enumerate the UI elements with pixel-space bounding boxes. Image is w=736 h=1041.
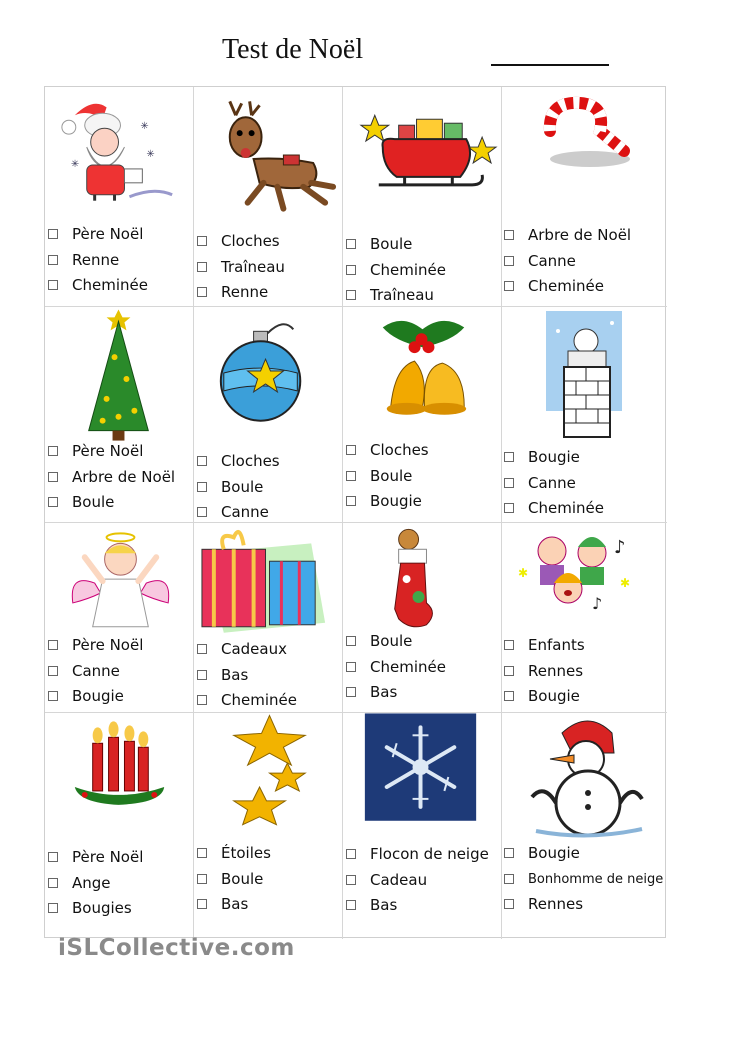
option-checkbox[interactable] bbox=[48, 691, 58, 701]
option-label: Bas bbox=[370, 683, 398, 701]
option-label: Père Noël bbox=[72, 636, 144, 654]
option-label: Boule bbox=[221, 477, 264, 496]
option-label: Cadeaux bbox=[221, 640, 287, 658]
option-row bbox=[195, 257, 345, 280]
option-label: Flocon de neige bbox=[370, 845, 489, 863]
option-label: Étoiles bbox=[221, 844, 271, 862]
option-row bbox=[46, 638, 196, 658]
option-label: Enfants bbox=[528, 636, 585, 654]
option-checkbox[interactable] bbox=[346, 900, 356, 910]
option-label: Renne bbox=[72, 250, 120, 269]
snowflake-icon bbox=[343, 713, 501, 853]
option-label: Bougie bbox=[528, 448, 580, 466]
option-label: Bonhomme de neige bbox=[528, 871, 664, 887]
option-checkbox[interactable] bbox=[346, 849, 356, 859]
option-row bbox=[344, 443, 494, 463]
option-row bbox=[46, 227, 196, 247]
option-label: Bas bbox=[221, 665, 249, 684]
option-row bbox=[344, 494, 494, 514]
option-checkbox[interactable] bbox=[504, 848, 514, 858]
option-label: Boule bbox=[370, 235, 413, 253]
option-checkbox[interactable] bbox=[197, 262, 207, 272]
option-checkbox[interactable] bbox=[197, 899, 207, 909]
option-label: Boule bbox=[370, 632, 413, 650]
option-row bbox=[344, 657, 494, 680]
reindeer-icon bbox=[194, 87, 342, 227]
stars-icon bbox=[194, 713, 342, 853]
option-checkbox[interactable] bbox=[197, 670, 207, 680]
option-label: Père Noël bbox=[72, 848, 144, 866]
option-label: Boule bbox=[72, 493, 115, 511]
option-row bbox=[46, 495, 196, 515]
option-row bbox=[195, 454, 345, 474]
option-row bbox=[502, 279, 652, 299]
christmas-tree-icon bbox=[45, 307, 193, 447]
option-checkbox[interactable] bbox=[504, 503, 514, 513]
option-label: Bougie bbox=[528, 687, 580, 705]
option-label: Bas bbox=[370, 896, 398, 914]
quiz-cell-1 bbox=[45, 87, 194, 307]
option-checkbox[interactable] bbox=[48, 446, 58, 456]
option-row bbox=[195, 846, 345, 866]
option-label: Canne bbox=[528, 251, 576, 270]
option-label: Cheminée bbox=[221, 691, 297, 709]
option-row bbox=[502, 638, 652, 658]
option-row bbox=[46, 901, 196, 921]
option-row bbox=[195, 869, 345, 892]
option-row bbox=[195, 665, 345, 688]
name-blank-line bbox=[491, 64, 609, 66]
option-checkbox[interactable] bbox=[48, 280, 58, 290]
option-checkbox[interactable] bbox=[197, 287, 207, 297]
option-checkbox[interactable] bbox=[197, 695, 207, 705]
option-row bbox=[46, 467, 196, 490]
option-label: Arbre de Noël bbox=[72, 467, 176, 486]
option-row bbox=[344, 288, 494, 308]
option-checkbox[interactable] bbox=[48, 255, 58, 265]
chimney-icon bbox=[502, 307, 667, 447]
option-checkbox[interactable] bbox=[504, 899, 514, 909]
svg-text:✱: ✱ bbox=[620, 576, 631, 590]
option-label: Cheminée bbox=[370, 260, 446, 279]
option-checkbox[interactable] bbox=[197, 644, 207, 654]
option-label: Canne bbox=[221, 503, 269, 521]
option-label: Canne bbox=[72, 661, 120, 680]
option-checkbox[interactable] bbox=[48, 903, 58, 913]
option-label: Ange bbox=[72, 873, 111, 892]
option-row bbox=[344, 847, 494, 867]
option-row bbox=[46, 250, 196, 273]
option-checkbox[interactable] bbox=[346, 290, 356, 300]
option-row bbox=[46, 873, 196, 896]
option-row bbox=[344, 870, 494, 893]
quiz-cell-4 bbox=[502, 87, 667, 307]
option-row bbox=[195, 234, 345, 254]
option-checkbox[interactable] bbox=[197, 456, 207, 466]
option-row bbox=[195, 477, 345, 500]
svg-text:♪: ♪ bbox=[592, 594, 603, 613]
option-checkbox[interactable] bbox=[504, 230, 514, 240]
option-checkbox[interactable] bbox=[504, 256, 514, 266]
option-checkbox[interactable] bbox=[504, 281, 514, 291]
option-checkbox[interactable] bbox=[504, 874, 514, 884]
option-label: Cadeau bbox=[370, 870, 428, 889]
svg-text:✳: ✳ bbox=[70, 158, 80, 170]
option-row bbox=[502, 661, 652, 684]
option-row bbox=[344, 260, 494, 283]
svg-text:✱: ✱ bbox=[518, 566, 529, 580]
option-checkbox[interactable] bbox=[504, 640, 514, 650]
option-checkbox[interactable] bbox=[346, 687, 356, 697]
option-checkbox[interactable] bbox=[48, 878, 58, 888]
option-row bbox=[344, 237, 494, 257]
option-label: Bougie bbox=[528, 844, 580, 862]
page-title: Test de Noël bbox=[222, 34, 364, 65]
option-checkbox[interactable] bbox=[346, 445, 356, 455]
snowman-icon bbox=[502, 713, 667, 853]
option-label: Traîneau bbox=[370, 286, 434, 304]
svg-text:✳: ✳ bbox=[140, 121, 149, 133]
option-label: Cloches bbox=[221, 232, 280, 250]
option-label: Boule bbox=[370, 466, 413, 485]
option-row bbox=[46, 689, 196, 709]
option-checkbox[interactable] bbox=[48, 229, 58, 239]
ornament-ball-icon bbox=[194, 307, 342, 447]
option-checkbox[interactable] bbox=[346, 875, 356, 885]
option-row bbox=[344, 634, 494, 654]
option-label: Père Noël bbox=[72, 442, 144, 460]
option-label: Bougie bbox=[370, 492, 422, 510]
option-label: Canne bbox=[528, 473, 576, 492]
option-checkbox[interactable] bbox=[504, 691, 514, 701]
option-label: Bougie bbox=[72, 687, 124, 705]
option-checkbox[interactable] bbox=[346, 239, 356, 249]
option-row bbox=[502, 689, 652, 709]
option-row bbox=[502, 846, 652, 866]
option-checkbox[interactable] bbox=[197, 874, 207, 884]
option-checkbox[interactable] bbox=[197, 507, 207, 517]
option-label: Cheminée bbox=[72, 276, 148, 294]
option-checkbox[interactable] bbox=[346, 265, 356, 275]
option-checkbox[interactable] bbox=[48, 497, 58, 507]
sleigh-icon bbox=[343, 87, 501, 227]
option-label: Cheminée bbox=[370, 657, 446, 676]
option-row bbox=[344, 898, 494, 918]
option-row bbox=[195, 897, 345, 917]
option-row bbox=[502, 871, 664, 892]
option-checkbox[interactable] bbox=[504, 478, 514, 488]
candles-icon bbox=[45, 713, 193, 853]
quiz-cell-9 bbox=[45, 523, 194, 713]
option-row bbox=[502, 473, 652, 496]
quiz-cell-12 bbox=[502, 523, 667, 713]
option-checkbox[interactable] bbox=[346, 471, 356, 481]
option-label: Cloches bbox=[221, 452, 280, 470]
option-row bbox=[502, 501, 652, 521]
option-row bbox=[195, 285, 345, 305]
svg-text:♪: ♪ bbox=[614, 537, 626, 558]
option-checkbox[interactable] bbox=[346, 662, 356, 672]
option-checkbox[interactable] bbox=[197, 848, 207, 858]
option-row bbox=[502, 897, 652, 917]
candy-cane-icon bbox=[502, 87, 667, 227]
option-row bbox=[502, 251, 652, 274]
santa-claus-icon bbox=[45, 87, 193, 227]
option-checkbox[interactable] bbox=[346, 496, 356, 506]
option-row bbox=[195, 693, 345, 713]
svg-text:✳: ✳ bbox=[146, 149, 155, 160]
option-label: Rennes bbox=[528, 661, 584, 680]
option-row bbox=[46, 661, 196, 684]
option-label: Arbre de Noël bbox=[528, 226, 632, 244]
option-row bbox=[195, 642, 345, 662]
option-checkbox[interactable] bbox=[48, 472, 58, 482]
option-row bbox=[46, 444, 196, 464]
option-row bbox=[502, 228, 652, 248]
option-row bbox=[344, 466, 494, 489]
option-label: Bas bbox=[221, 895, 249, 913]
option-label: Cheminée bbox=[528, 499, 604, 517]
option-checkbox[interactable] bbox=[197, 236, 207, 246]
option-label: Père Noël bbox=[72, 225, 144, 243]
option-label: Traîneau bbox=[221, 257, 285, 276]
bells-icon bbox=[343, 307, 501, 447]
option-checkbox[interactable] bbox=[197, 482, 207, 492]
watermark: iSLCollective.com bbox=[58, 935, 295, 961]
option-label: Cloches bbox=[370, 441, 429, 459]
option-label: Boule bbox=[221, 869, 264, 888]
option-label: Bougies bbox=[72, 899, 132, 917]
option-checkbox[interactable] bbox=[48, 666, 58, 676]
option-checkbox[interactable] bbox=[48, 852, 58, 862]
option-row bbox=[46, 850, 196, 870]
option-label: Cheminée bbox=[528, 277, 604, 295]
option-checkbox[interactable] bbox=[48, 640, 58, 650]
option-checkbox[interactable] bbox=[346, 636, 356, 646]
option-row bbox=[502, 450, 652, 470]
quiz-cell-7 bbox=[343, 307, 502, 523]
option-checkbox[interactable] bbox=[504, 666, 514, 676]
option-row bbox=[195, 505, 345, 525]
option-checkbox[interactable] bbox=[504, 452, 514, 462]
option-row bbox=[46, 278, 196, 298]
option-label: Renne bbox=[221, 283, 269, 301]
option-row bbox=[344, 685, 494, 705]
quiz-cell-5 bbox=[45, 307, 194, 523]
option-label: Rennes bbox=[528, 895, 584, 913]
